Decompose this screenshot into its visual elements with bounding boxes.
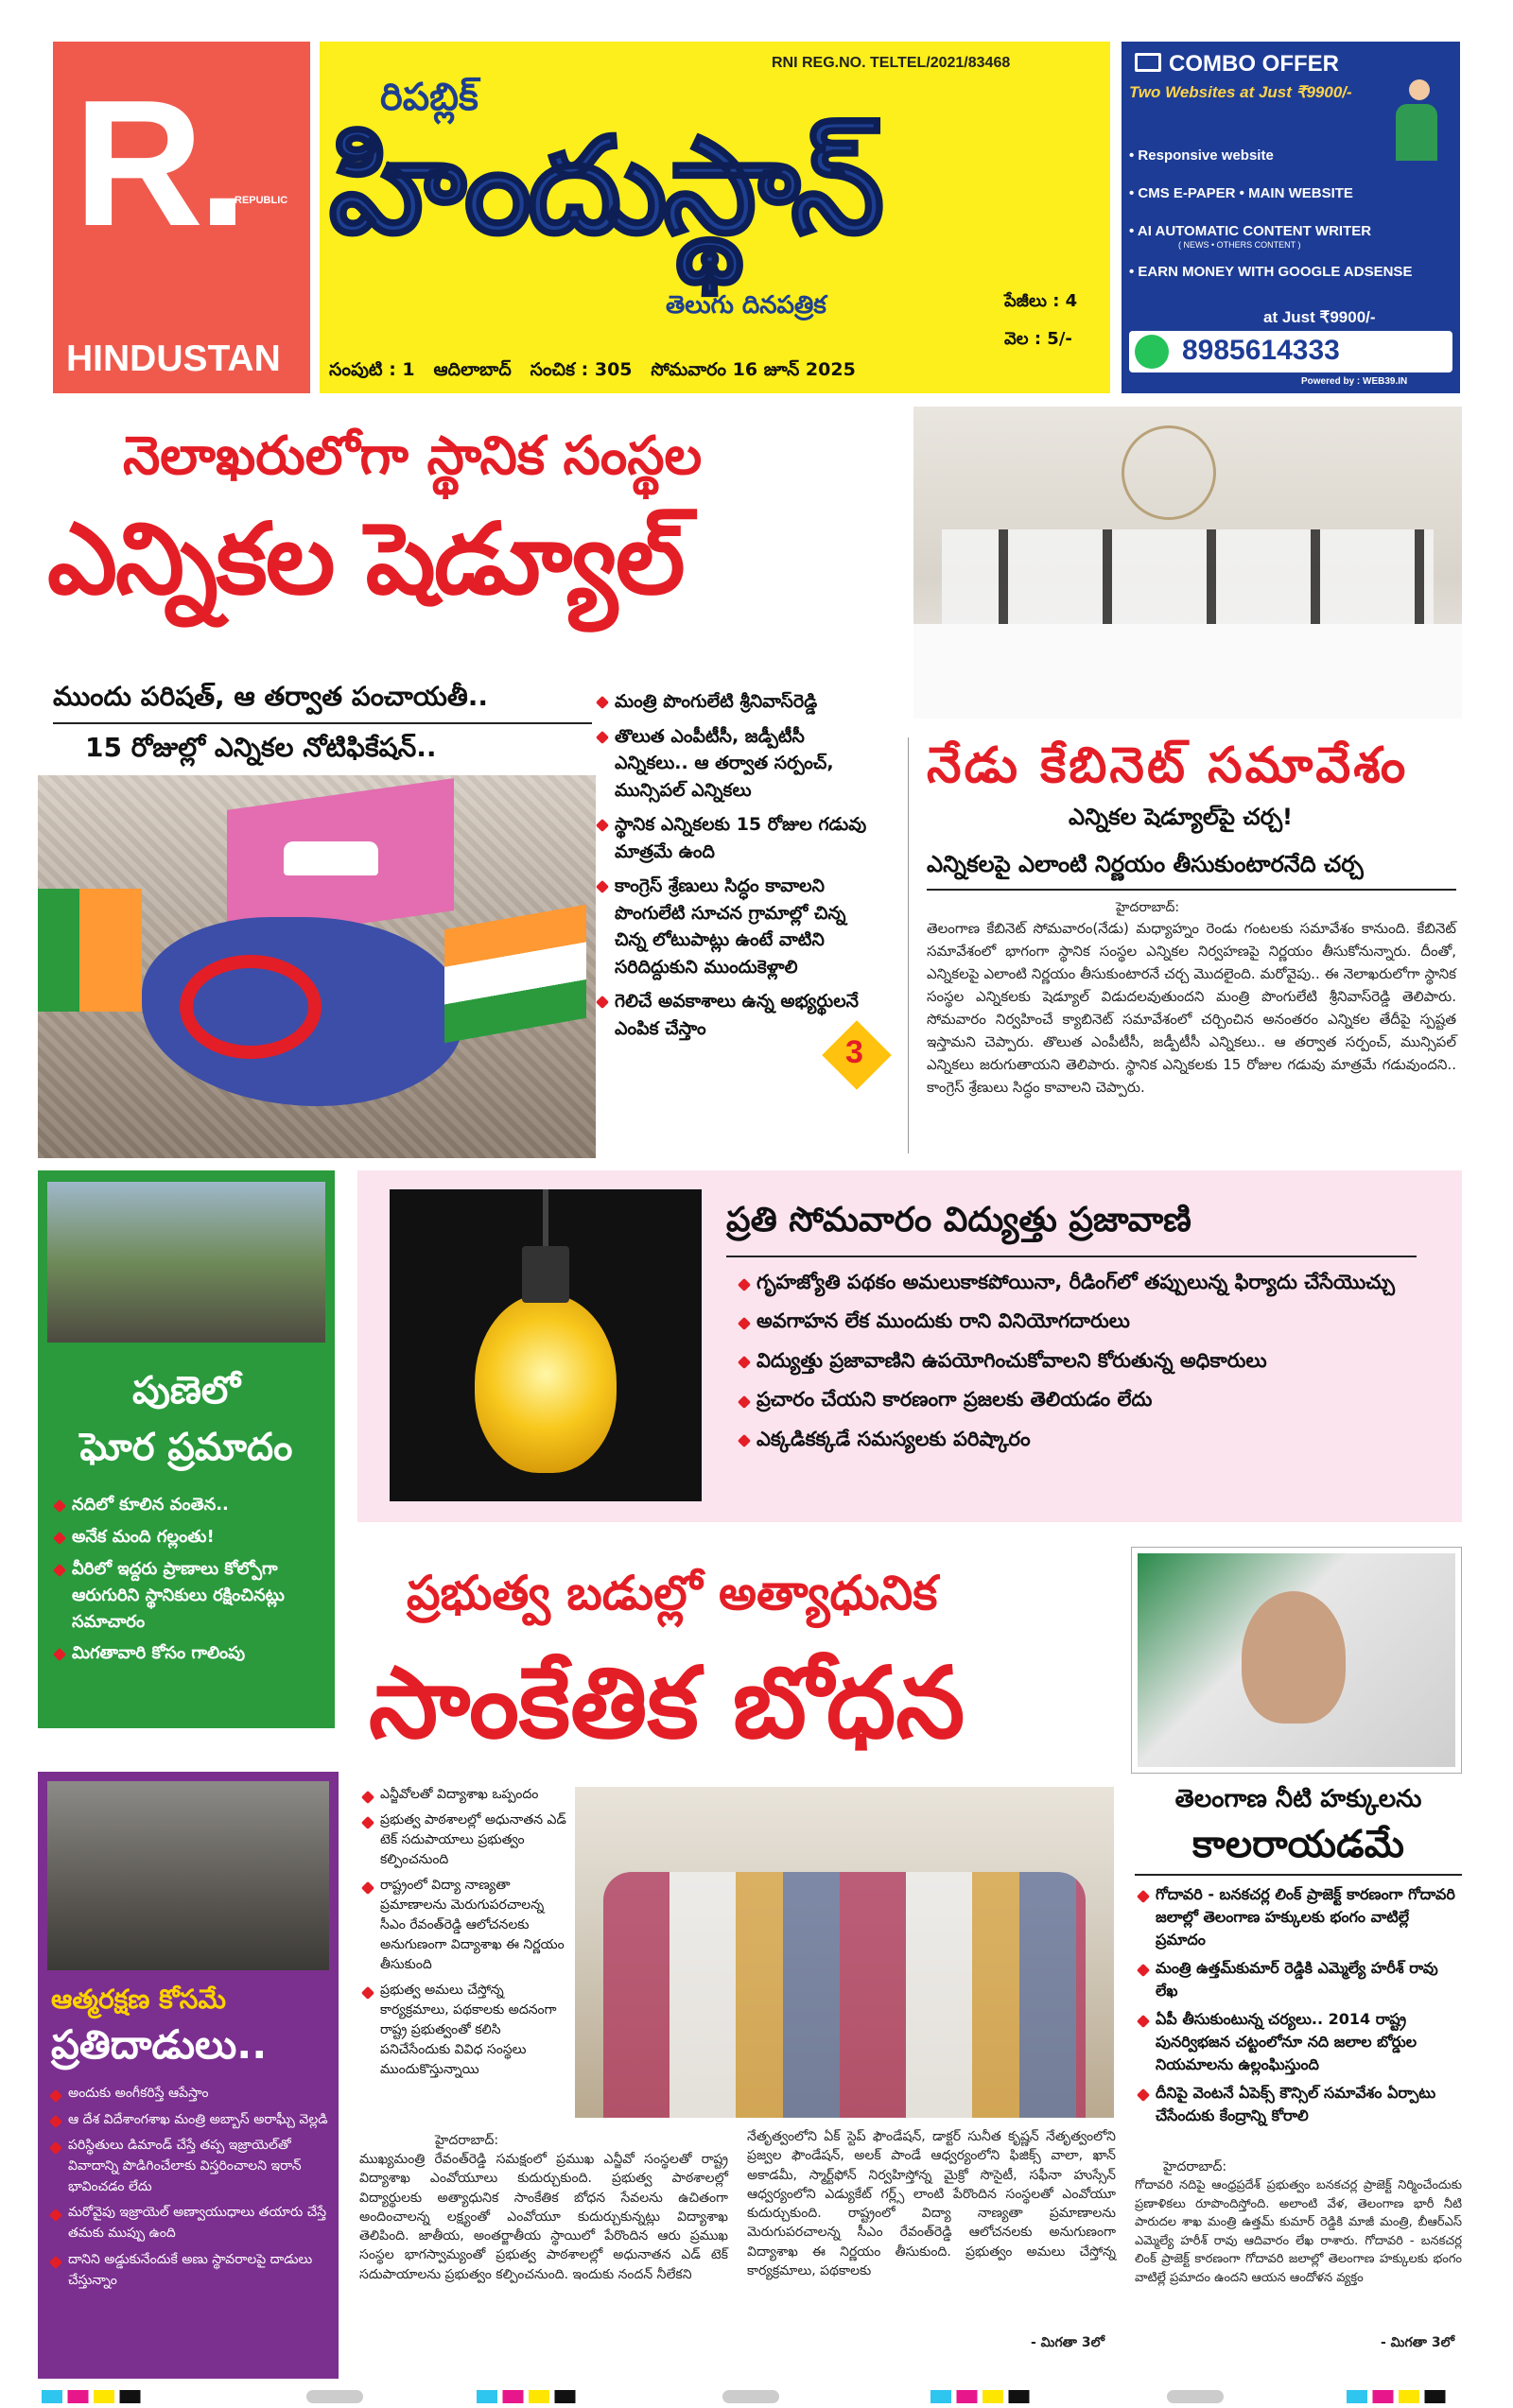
newspaper-title: హిందుస్థాన్ — [329, 110, 880, 264]
school-bullet: ప్రభుత్వ అమలు చేస్తోన్న కార్యక్రమాలు, పథకాలకు అదనంగా రాష్ట్ర ప్రభుత్వంతో కలిసి పనిచేసేందుకు వివిధ సంస్థలు ముందుకొస్తున్నాయి — [359, 1981, 567, 2080]
power-bullet: గృహజ్యోతి పథకం అమలుకాకపోయినా, రీడింగ్‌లో తప్పులున్న ఫిర్యాదు చేసేయొచ్చు — [736, 1269, 1417, 1296]
pune-box — [38, 1170, 335, 1728]
water-bullet: గోదావరి - బనకచర్ల లింక్ ప్రాజెక్ట్ కారణంగా గోదావరి జలాల్లో తెలంగాణ హక్కులకు భంగం వాటిల్లే ప్రమాదం — [1135, 1883, 1462, 1951]
water-bullet: మంత్రి ఉత్తమ్‌కుమార్ రెడ్డికి ఎమ్మెల్యే హరీశ్ రావు లేఖ — [1135, 1957, 1462, 2002]
lead-headline: ఎన్నికల షెడ్యూల్ — [47, 501, 684, 616]
page-ref-number: 3 — [845, 1034, 863, 1070]
lead-bullet: తొలుత ఎంపీటీసీ, జడ్పీటీసీ ఎన్నికలు.. ఆ తర్వాత సర్పంచ్, మున్సిపల్ ఎన్నికలు — [594, 723, 868, 805]
bjp-flag — [38, 889, 142, 1012]
ad-subtitle: Two Websites at Just ₹9900/- — [1129, 83, 1352, 101]
school-bullets — [359, 1785, 567, 2080]
whatsapp-icon — [1135, 335, 1169, 369]
cabinet-photo — [913, 407, 1462, 719]
ballot-mark-icon — [180, 955, 322, 1059]
water-bullet: ఏపీ తీసుకుంటున్న చర్యలు.. 2014 రాష్ట్ర పునర్విభజన చట్టంలోనూ నది జలాల బోర్డుల నియమాలను ఉల్లంఘిస్తుంది — [1135, 2008, 1462, 2076]
meeting-people — [942, 529, 1434, 624]
lead-bullets — [594, 688, 868, 1042]
title-tagline: తెలుగు దినపత్రిక — [666, 291, 826, 320]
defence-bullet: పరిస్థితులు డిమాండ్ చేస్తే తప్ప ఇజ్రాయెల్‌తో వివాదాన్ని పొడిగించేలాకు విస్తరించాలని ఇరాన్ భావించడం లేదు — [47, 2136, 329, 2197]
dateline-bar: సంపుటి : 1 ఆదిలాబాద్ సంచిక : 305 సోమవారం 16 జూన్ 2025 — [329, 359, 856, 380]
logo-box — [53, 42, 310, 393]
lead-bullet: మంత్రి పొంగులేటి శ్రీనివాస్‌రెడ్డి — [594, 688, 868, 716]
ad-price: at Just ₹9900/- — [1263, 308, 1376, 326]
school-kicker: ప్రభుత్వ బడుల్లో అత్యాధునిక — [407, 1566, 938, 1620]
pune-bullet: మిగతావారి కోసం గాలింపు — [51, 1640, 325, 1667]
ad-item-note: ( NEWS • OTHERS CONTENT ) — [1178, 240, 1301, 250]
cabinet-rule — [927, 889, 1456, 891]
page-count: పేజీలు : 4 — [1004, 291, 1078, 311]
lead-sub-2: 15 రోజుల్లో ఎన్నికల నోటిఫికేషన్.. — [85, 732, 437, 763]
school-bullet: ఎన్జీవోలతో విద్యాశాఖ ఒప్పందం — [359, 1785, 567, 1805]
pune-headline-1: పుణెలో — [131, 1369, 241, 1412]
ad-item-3: • AI AUTOMATIC CONTENT WRITER — [1129, 223, 1372, 239]
pune-photo — [47, 1182, 325, 1343]
pune-bullet: నదిలో కూలిన వంతెన.. — [51, 1492, 325, 1518]
lead-bullet: స్థానిక ఎన్నికలకు 15 రోజుల గడువు మాత్రమే ఉంది — [594, 811, 868, 865]
ad-powered: Powered by : WEB39.IN — [1301, 376, 1408, 387]
title-republic: రిపబ్లిక్ — [380, 76, 478, 119]
ad-title: COMBO OFFER — [1169, 51, 1339, 77]
lead-kicker: నెలాఖరులోగా స్థానిక సంస్థల — [123, 425, 703, 487]
lead-divider — [53, 722, 592, 724]
title-box — [320, 42, 1110, 393]
defence-headline-1: ఆత్మరక్షణ కోసమే — [51, 1984, 226, 2015]
school-more[interactable]: - మిగతా 3లో — [1031, 2335, 1104, 2350]
school-bullet: రాష్ట్రంలో విద్యా నాణ్యతా ప్రమాణాలను మెరుగుపరచాలన్న సీఎం రేవంత్‌రెడ్డి ఆలోచనలకు అనుగుణంగా విద్యాశాఖ ఈ నిర్ణయం తీసుకుంది — [359, 1876, 567, 1975]
power-rule — [726, 1256, 1417, 1257]
meeting-table — [913, 624, 1462, 719]
school-headline: సాంకేతిక బోధన — [369, 1645, 965, 1760]
defence-bullet: ఆ దేశ విదేశాంగశాఖ మంత్రి అబ్బాస్ అరాఘ్చీ వెల్లడి — [47, 2110, 329, 2131]
school-dateline: హైదరాబాద్: — [435, 2133, 499, 2148]
print-registration-marks — [42, 2390, 1460, 2403]
cabinet-headline: నేడు కేబినెట్ సమావేశం — [927, 737, 1409, 794]
mou-photo — [575, 1787, 1114, 2118]
power-box — [357, 1170, 1462, 1522]
water-body: గోదావరి నదిపై ఆంధ్రప్రదేశ్ ప్రభుత్వం బనకచర్ల ప్రాజెక్ట్ నిర్మించేందుకు ప్రణాళికలు రూపొందిస్తోంది. అలాంటి వేళ, తెలంగాణ భారీ నీటి పారుదల శాఖ మంత్రి ఉత్తమ్ కుమార్ రెడ్డికి మాజీ మంత్రి, బీఆర్ఎస్ ఎమ్మెల్యే హరీశ్ రావు ఆదివారం లేఖ రాశారు. గోదావరి - బనకచర్ల లింక్ ప్రాజెక్ట్ కారణంగా గోదావరి జలాల్లో తెలంగాణ హక్కులకు భంగం వాటిల్లే ప్రమాదం ఉందని ఆయన ఆందోళన వ్యక్తం — [1135, 2178, 1462, 2285]
lead-sub-1: ముందు పరిషత్, ఆ తర్వాత పంచాయతీ.. — [53, 681, 488, 712]
bulb-image — [390, 1189, 702, 1501]
pune-bullet: వీరిలో ఇద్దరు ప్రాణాలు కోల్పోగా ఆరుగురిని స్థానికులు రక్షించినట్లు సమాచారం — [51, 1556, 325, 1636]
power-bullet: విద్యుత్తు ప్రజావాణిని ఉపయోగించుకోవాలని కోరుతున్న అధికారులు — [736, 1347, 1417, 1375]
person-icon — [1396, 79, 1443, 165]
logo-sub: REPUBLIC — [235, 195, 288, 206]
power-bullet: ఎక్కడికక్కడే సమస్యలకు పరిష్కారం — [736, 1426, 1417, 1453]
lead-bullet: గెలిచే అవకాశాలు ఉన్న అభ్యర్థులనే ఎంపిక చేస్తాం — [594, 988, 868, 1042]
water-headline: కాలరాయడమే — [1192, 1823, 1404, 1866]
election-graphic — [38, 775, 596, 1158]
rni-number: RNI REG.NO. TELTEL/2021/83468 — [772, 55, 1011, 71]
pune-bullets — [51, 1492, 325, 1667]
power-bullet: ప్రచారం చేయని కారణంగా ప్రజలకు తెలియడం లేదు — [736, 1386, 1417, 1413]
bulb-socket — [522, 1246, 569, 1303]
power-headline: ప్రతి సోమవారం విద్యుత్తు ప్రజావాణి — [726, 1201, 1191, 1239]
advertisement[interactable] — [1122, 42, 1460, 393]
school-body-col-2: నేతృత్వంలోని ఏక్ స్టెప్ ఫౌండేషన్, డాక్టర్ సునీత కృష్ణన్ నేతృత్వంలోని ప్రజ్వల ఫౌండేషన్, అలక్ పాండే ఆధ్వర్యంలోని ఫిజిక్స్ వాలా, ఖాన్ అకాడమీ, స్మార్ట్‌ఫోన్ నిర్వహిస్తోన్న మైక్రో సొసైటీ, సఫీనా హుస్సేన్ ఆధ్వర్యంలోని ఎడ్యుకేట్ గర్ల్స్ లాంటి పేరొందిన సంస్థలతో ఎంవోయూ కుదుర్చుకుంది. రాష్ట్రంలో విద్యా నాణ్యతా ప్రమాణాలను మెరుగుపరచాలన్న సీఎం రేవంత్‌రెడ్డి ఆలోచనలకు అనుగుణంగా విద్యాశాఖ ఈ నిర్ణయం తీసుకుంది. ప్రభుత్వం అమలు చేస్తోన్న కార్యక్రమాలు, పథకాలకు — [747, 2129, 1116, 2279]
water-kicker: తెలంగాణ నీటి హక్కులను — [1174, 1785, 1422, 1813]
bulb-wire — [543, 1189, 548, 1246]
power-bullet: అవగాహన లేక ముందుకు రాని వినియోగదారులు — [736, 1308, 1417, 1335]
ad-item-4: • EARN MONEY WITH GOOGLE ADSENSE — [1129, 264, 1413, 280]
rubble-photo — [47, 1781, 329, 1970]
pune-bullet: అనేక మంది గల్లంతు! — [51, 1524, 325, 1550]
cabinet-sub-1: ఎన్నికల షెడ్యూల్‌పై చర్చ! — [1069, 804, 1294, 830]
water-rule — [1135, 1874, 1462, 1876]
ad-item-2: • CMS E-PAPER • MAIN WEBSITE — [1129, 185, 1353, 201]
defence-headline-2: ప్రతిదాడులు.. — [51, 2021, 268, 2068]
cabinet-body: తెలంగాణ కేబినెట్ సోమవారం(నేడు) మధ్యాహ్నం రెండు గంటలకు సమావేశం కానుంది. కేబినెట్ సమావేశంలో భాగంగా స్థానిక సంస్థల ఎన్నికల నిర్వహణపై నిర్ణయం తీసుకోనున్నారు. దీంతో, ఎన్నికలపై ఎలాంటి నిర్ణయం తీసుకుంటారనే చర్చ మొదలైంది. మరోవైపు.. ఈ నెలాఖరులోగా స్థానిక సంస్థల ఎన్నికలకు షెడ్యూల్ విడుదలవుతుందని మంత్రి పొంగులేటి శ్రీనివాస్‌రెడ్డి తెలిపారు. సోమవారం నిర్వహించే క్యాబినెట్ సమావేశంలో చర్చించిన అనంతరం ఎన్నికల తేదీపై స్పష్టత ఇస్తామని చెప్పారు. తొలుత ఎంపీటీసీ, జడ్పీటీసీ ఎన్నికలు.. ఆ తర్వాత సర్పంచ్, మున్సిపల్ ఎన్నికలు జరుగుతాయని తెలిపారు. స్థానిక ఎన్నికలకు 15 రోజుల గడువు మాత్రమే గడువుందని.. కాంగ్రెస్ శ్రేణులు సిద్ధం కావాలని చెప్పారు. — [927, 920, 1456, 1096]
column-divider — [908, 737, 909, 1153]
lightbulb-icon — [475, 1293, 617, 1473]
ad-phone-box[interactable] — [1129, 331, 1452, 372]
water-photo-frame — [1131, 1547, 1462, 1774]
people-row — [603, 1872, 1086, 2118]
school-bullet: ప్రభుత్వ పాఠశాలల్లో అధునాతన ఎడ్ టెక్ సదుపాయాలు ప్రభుత్వం కల్పించనుంది — [359, 1810, 567, 1870]
defence-box — [38, 1772, 339, 2379]
price: వెల : 5/- — [1004, 329, 1072, 349]
cabinet-sub-2: ఎన్నికలపై ఎలాంటి నిర్ణయం తీసుకుంటారనేది చర్చ — [927, 851, 1364, 877]
car-icon — [284, 841, 378, 875]
defence-bullet: మరోవైపు ఇజ్రాయెల్ అణ్వాయుధాలు తయారు చేస్తే తమకు ముప్పు ఉంది — [47, 2203, 329, 2243]
defence-bullet: దానిని అడ్డుకునేందుకే అణు స్థావరాలపై దాడులు చేస్తున్నాం — [47, 2250, 329, 2291]
power-bullets — [736, 1269, 1417, 1453]
lead-bullet: కాంగ్రెస్ శ్రేణులు సిద్ధం కావాలని పొంగులేటి సూచన గ్రామాల్లో చిన్న చిన్న లోటుపాట్లు ఉంటే వాటిని సరిదిద్దుకుని ముందుకెళ్లాలి — [594, 873, 868, 980]
masthead — [53, 42, 1460, 393]
water-bullets — [1135, 1883, 1462, 2127]
cabinet-dateline: హైదరాబాద్: — [1116, 900, 1180, 915]
emblem-icon — [1122, 425, 1216, 520]
school-body-col-1: ముఖ్యమంత్రి రేవంత్‌రెడ్డి సమక్షంలో ప్రముఖ ఎన్జీవో సంస్థలతో రాష్ట్ర విద్యాశాఖ ఎంవోయూలు కుదుర్చుకుంది. ప్రభుత్వ పాఠశాలల్లో విద్యార్థులకు అత్యాధునిక సాంకేతిక బోధన సేవలను ఉచితంగా అందించాలన్న లక్ష్యంతో ఎంవోయూ కుదుర్చుకున్నట్లు విద్యాశాఖ తెలిపింది. జాతీయ, అంతర్జాతీయ స్థాయిలో పేరొందిన ఆరు ప్రముఖ సంస్థల భాగస్వామ్యంతో ప్రభుత్వ పాఠశాలల్లో అధునాతన ఎడ్ టెక్ సదుపాయాలను ప్రభుత్వం కల్పించనుంది. ఇందుకు నందన్ నీలేకని — [359, 2152, 728, 2282]
ad-item-1: • Responsive website — [1129, 147, 1274, 164]
water-bullet: దీనిపై వెంటనే ఏపెక్స్ కౌన్సిల్ సమావేశం ఏర్పాటు చేసేందుకు కేంద్రాన్ని కోరాలి — [1135, 2082, 1462, 2127]
logo-letter: R. — [74, 63, 242, 264]
leader-photo — [1138, 1553, 1455, 1767]
ad-phone: 8985614333 — [1182, 335, 1340, 366]
water-dateline: హైదరాబాద్: — [1163, 2159, 1227, 2174]
pune-headline-2: ఘోర ప్రమాదం — [79, 1426, 293, 1469]
defence-bullets — [47, 2084, 329, 2291]
laptop-icon — [1135, 53, 1161, 72]
defence-bullet: అందుకు అంగీకరిస్తే ఆపేస్తాం — [47, 2084, 329, 2105]
logo-name: HINDUSTAN — [66, 338, 281, 379]
water-more[interactable]: - మిగతా 3లో — [1381, 2335, 1454, 2350]
